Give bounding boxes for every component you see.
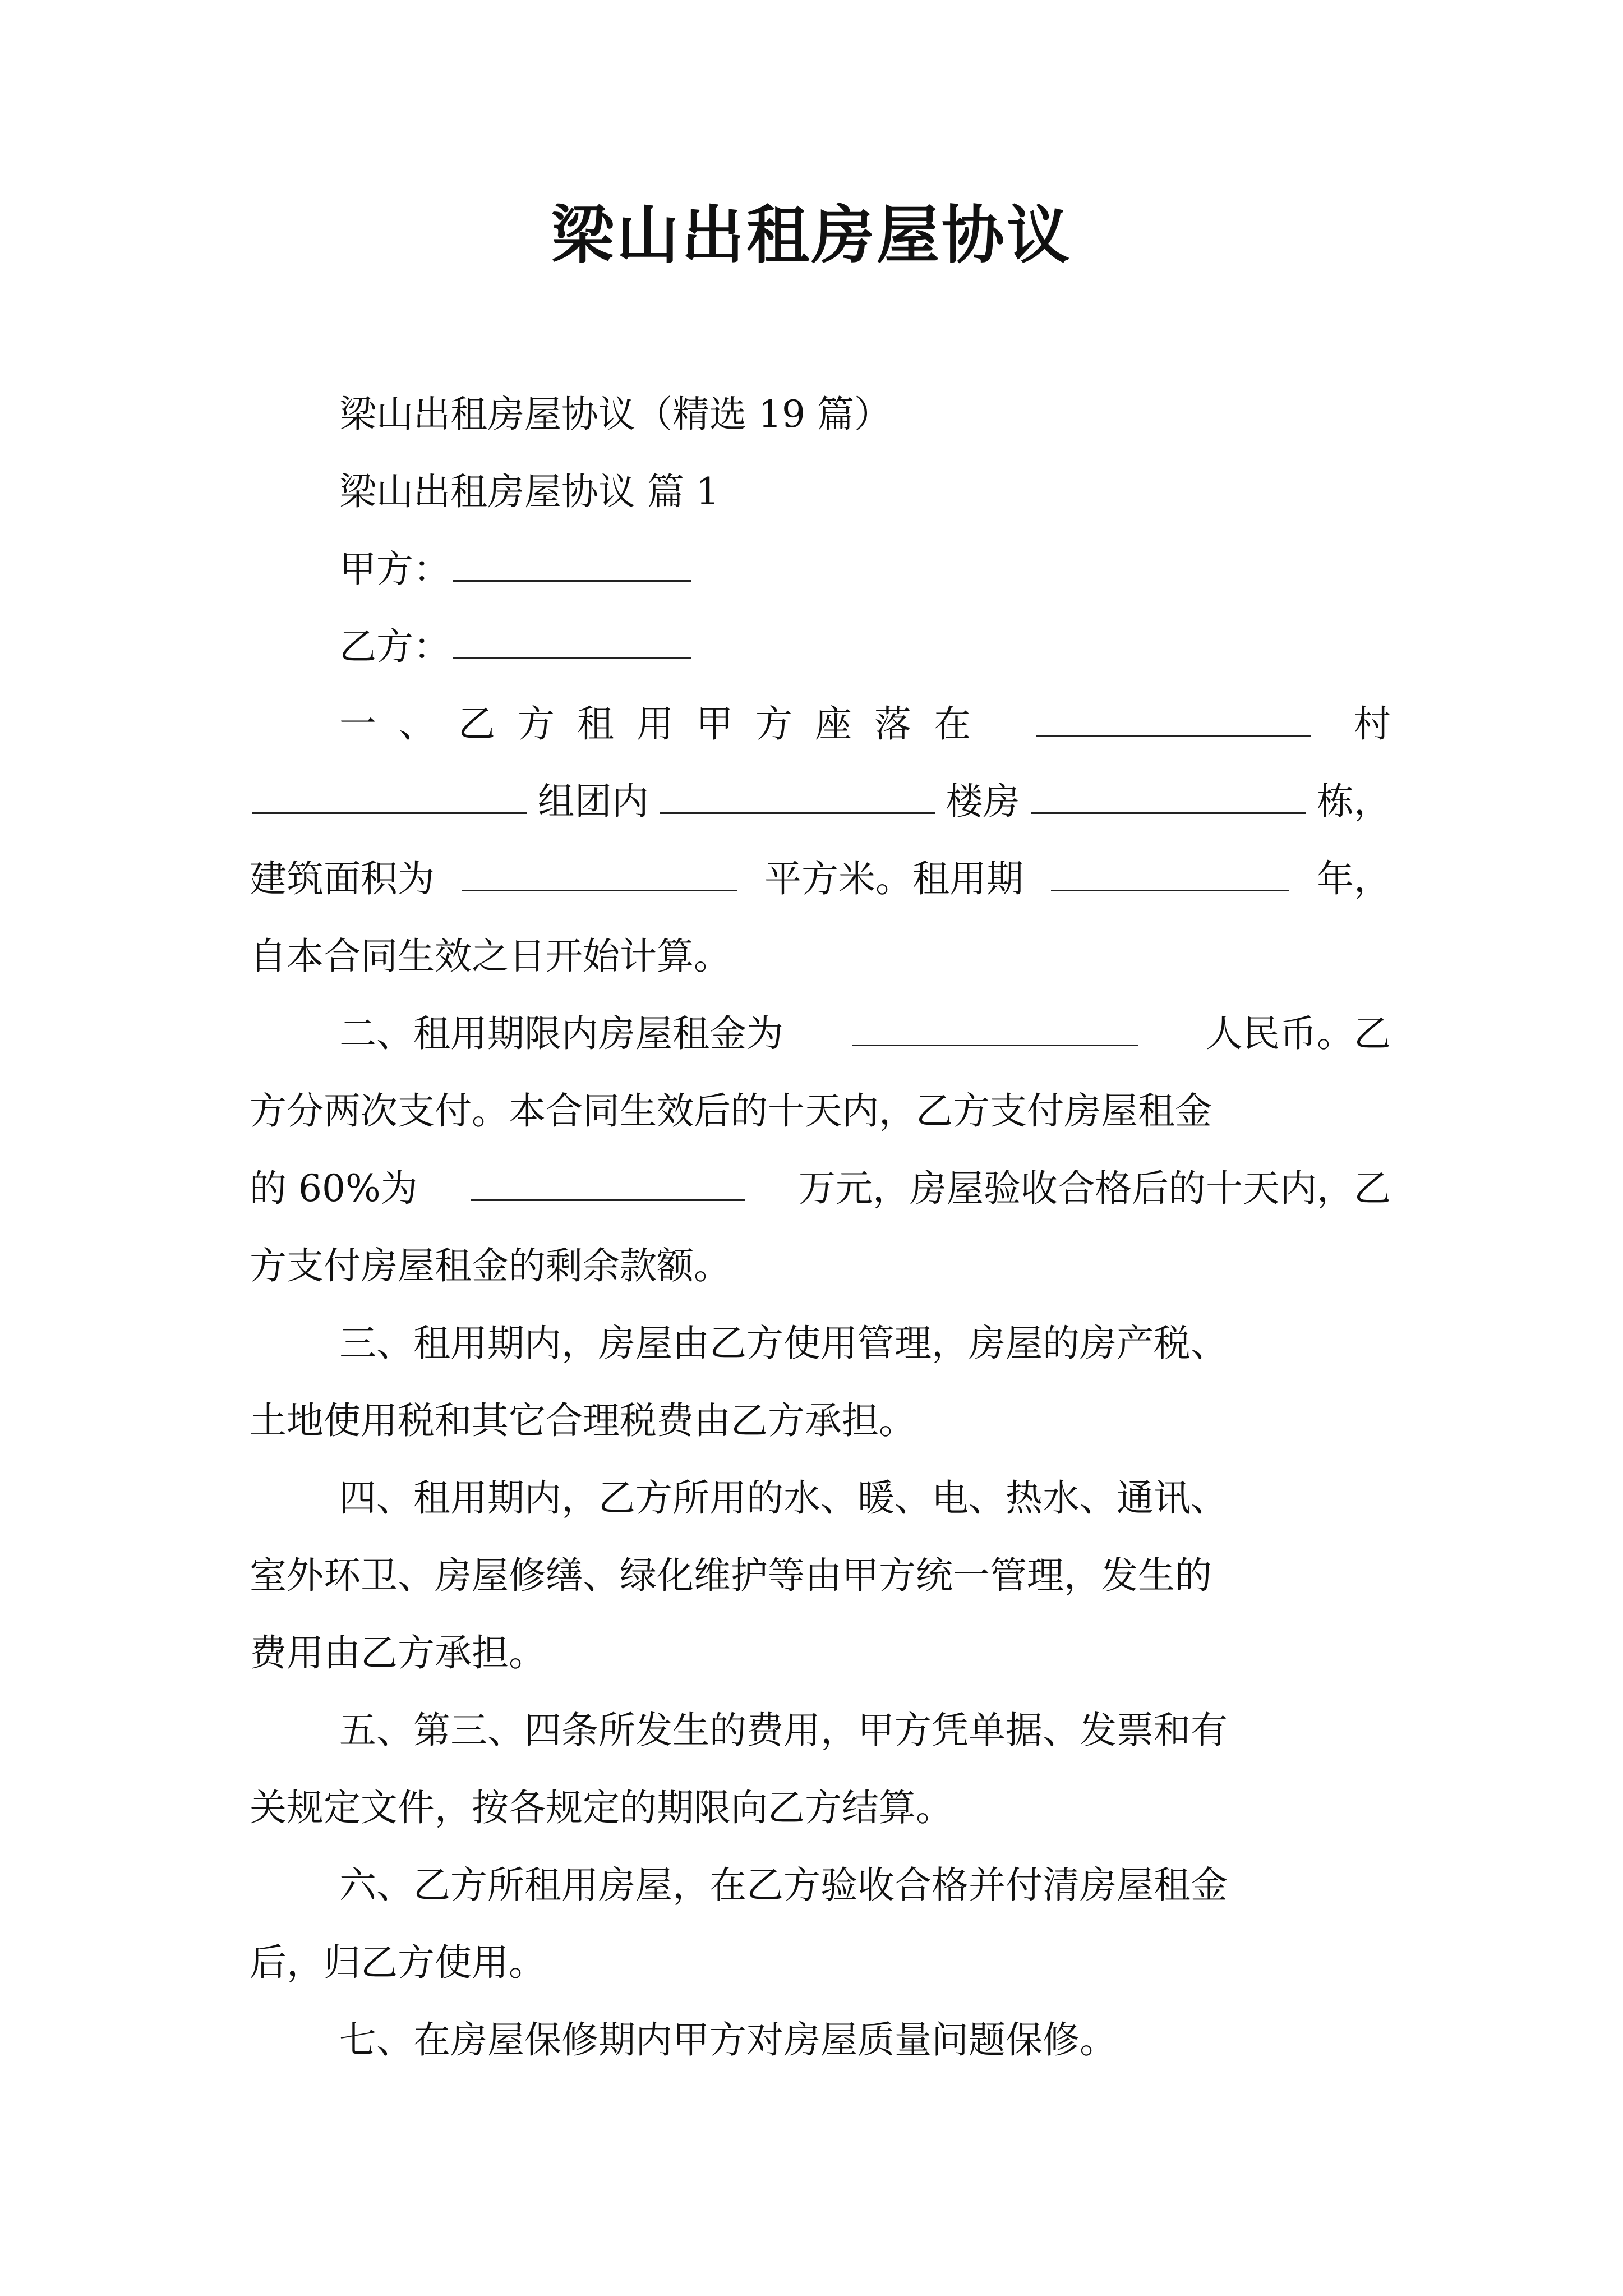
clause-4-line-3: 费用由乙方承担。 <box>250 1631 546 1674</box>
clause-2-text: 的 60%为 <box>250 1167 418 1210</box>
rent-blank <box>852 1004 1138 1046</box>
building-blank <box>1031 772 1306 814</box>
party-b-blank <box>453 617 691 659</box>
clause-1-text: 栋， <box>1316 780 1391 823</box>
document-title: 梁山出租房屋协议 <box>551 199 1072 272</box>
clause-5-line-2: 关规定文件，按各规定的期限向乙方结算。 <box>250 1786 953 1829</box>
clause-3-line-1: 三、租用期内，房屋由乙方使用管理，房屋的房产税、 <box>339 1322 1228 1365</box>
clause-2-line-1 <box>250 995 1391 1073</box>
area-blank <box>462 849 737 891</box>
document-body <box>250 376 1391 2079</box>
clause-4-line-2: 室外环卫、房屋修缮、绿化维护等由甲方统一管理，发生的 <box>250 1554 1212 1597</box>
clause-2-text: 人民币。乙 <box>1206 1012 1391 1055</box>
lease-term-blank <box>1051 849 1289 891</box>
clause-2-line-2: 方分两次支付。本合同生效后的十天内，乙方支付房屋租金 <box>250 1089 1212 1133</box>
document-subtitle: 梁山出租房屋协议（精选 19 篇） <box>339 393 891 436</box>
clause-1-line-2 <box>250 763 1391 840</box>
clause-1-line-1 <box>250 685 1391 763</box>
clause-7-line-1: 七、在房屋保修期内甲方对房屋质量问题保修。 <box>339 2018 1117 2062</box>
section-heading: 梁山出租房屋协议 篇 1 <box>339 470 720 513</box>
deposit-blank <box>471 1159 745 1201</box>
clause-6-line-2: 后，归乙方使用。 <box>250 1941 546 1984</box>
party-a-blank <box>453 540 691 582</box>
clause-2-text: 二、租用期限内房屋租金为 <box>339 1012 783 1055</box>
party-b-label: 乙方： <box>339 625 450 668</box>
clause-1-line-4: 自本合同生效之日开始计算。 <box>250 935 731 978</box>
clause-2-text: 万元，房屋验收合格后的十天内，乙 <box>799 1167 1391 1210</box>
clause-2-line-4: 方支付房屋租金的剩余款额。 <box>250 1244 731 1287</box>
clause-3-line-2: 土地使用税和其它合理税费由乙方承担。 <box>250 1399 916 1442</box>
clause-1-line-3 <box>250 840 1391 918</box>
location-blank <box>1036 694 1311 737</box>
group-blank <box>660 772 935 814</box>
clause-1-text: 组团内 <box>537 780 649 823</box>
party-a-line <box>250 531 1391 608</box>
clause-1-text: 楼房 <box>946 780 1020 823</box>
clause-5-line-1: 五、第三、四条所发生的费用，甲方凭单据、发票和有 <box>339 1709 1228 1752</box>
clause-1-text: 年， <box>1317 857 1391 900</box>
clause-1-text: 建筑面积为 <box>250 857 435 900</box>
party-a-label: 甲方： <box>339 547 450 591</box>
clause-4-line-1: 四、租用期内，乙方所用的水、暖、电、热水、通讯、 <box>339 1476 1228 1520</box>
clause-2-line-3 <box>250 1150 1391 1227</box>
party-b-line <box>250 608 1391 685</box>
clause-1-text: 一、乙方租用甲方座落在 <box>339 702 993 746</box>
clause-1-text: 村 <box>1354 702 1391 746</box>
clause-6-line-1: 六、乙方所租用房屋，在乙方验收合格并付清房屋租金 <box>339 1864 1228 1907</box>
clause-1-text: 平方米。租用期 <box>764 857 1023 900</box>
village-blank <box>252 772 527 814</box>
